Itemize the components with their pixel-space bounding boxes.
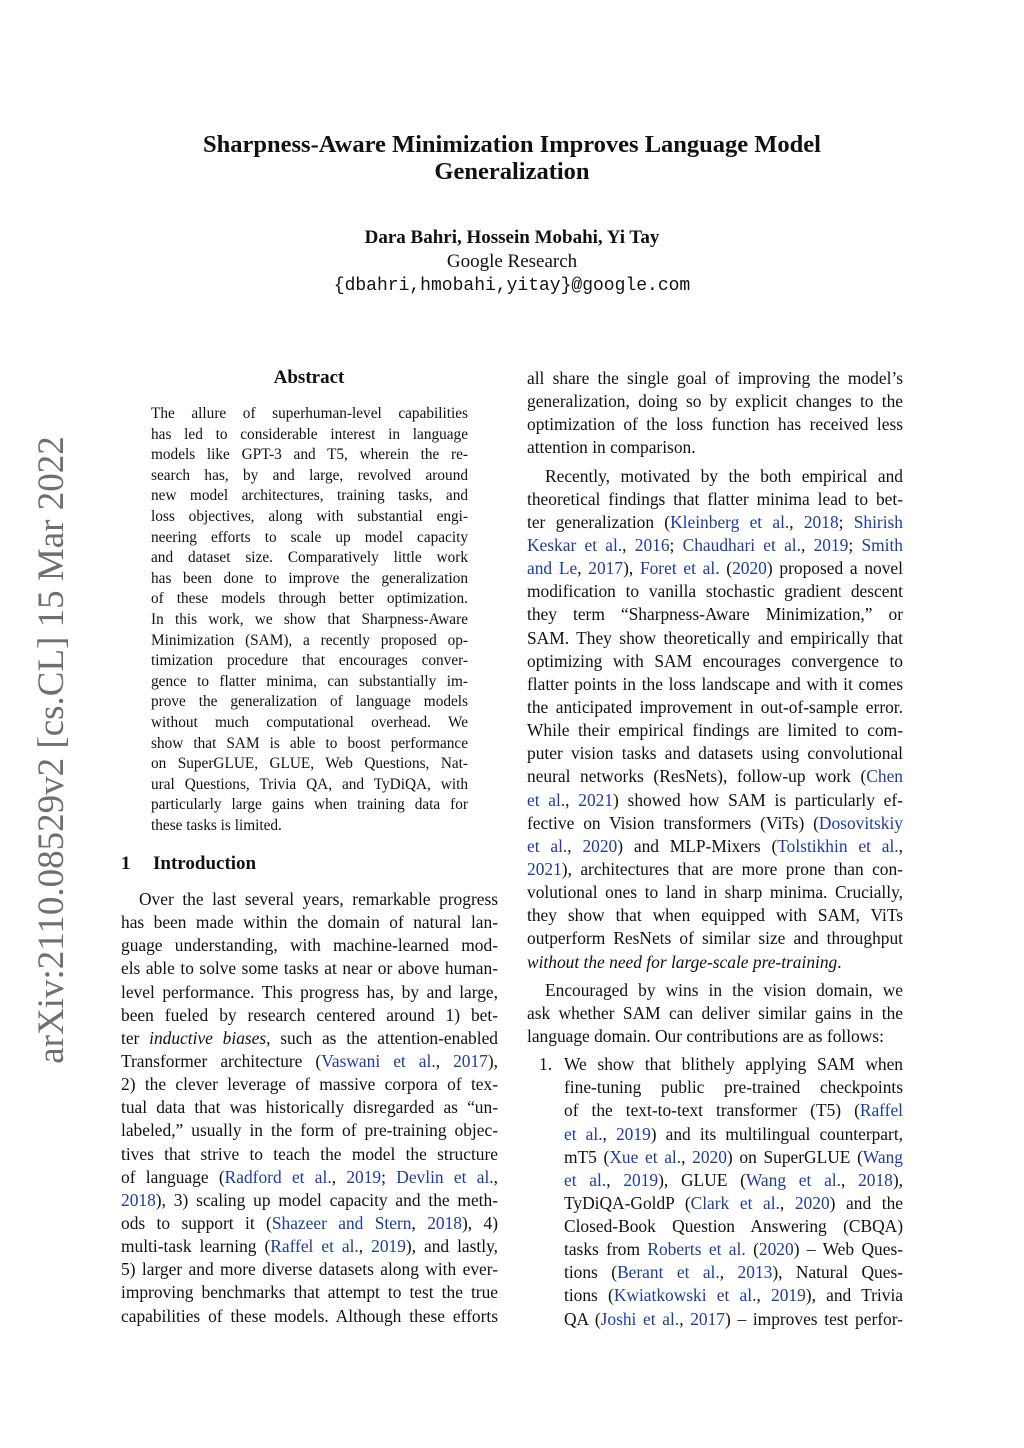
text-run: , [358,1236,372,1257]
text-line [527,557,903,580]
text-run: , [679,1308,691,1329]
text-run: ) and the [829,1192,903,1213]
text-run: 5) larger and more diverse datasets along with ever- [121,1259,498,1280]
text-run: all share the single goal of improving the model’s [527,368,903,388]
text-line [527,1002,903,1025]
text-run: mT5 ( [564,1146,610,1167]
text-line [121,1281,498,1304]
text-line [527,1123,903,1146]
text-run: 2) the clever leverage of massive corpora of tex- [121,1074,498,1095]
text-run: , [840,1169,859,1190]
emphasis-text: without the need for large-scale pre-training [527,951,838,972]
citation-link[interactable]: Shirish [853,511,903,532]
text-line [527,1284,903,1307]
text-line [527,1261,903,1284]
text-line [527,511,903,534]
text-run: ), GLUE ( [658,1169,746,1190]
text-line [527,390,903,413]
text-run: ) showed how SAM is particularly ef- [613,789,903,810]
citation-link[interactable]: et al. [527,789,566,810]
text-line [527,927,903,950]
text-line [121,1027,498,1050]
text-run: ) and its multilingual counterpart, [650,1123,903,1144]
citation-link[interactable]: Smith [861,534,903,555]
abstract-line: particularly large gains when training data for [151,796,468,814]
text-line [121,934,498,957]
text-run: , [756,1285,771,1306]
text-run: TyDiQA-GoldP ( [564,1192,691,1213]
citation-link[interactable]: 2020 [794,1192,830,1213]
citation-link[interactable]: Kleinberg et al. [670,511,790,532]
abstract-line: prove the generalization of language models [151,693,468,711]
title-line: Generalization [434,158,590,185]
text-line [527,979,903,1002]
text-run: labeled,” usually in the form of pre-training objec- [121,1120,498,1141]
text-run: they show that when equipped with SAM, ViTs [527,905,903,926]
text-run: improving benchmarks that attempt to test the true [121,1282,498,1303]
text-line [527,765,903,788]
text-run: language domain. Our contributions are as follows: [527,1025,884,1046]
text-run: ; [381,1166,397,1187]
text-run: ; [848,534,862,555]
text-run: of the text-to-text transformer (T5) ( [564,1100,860,1121]
text-run: ), [487,1050,498,1071]
abstract-line: search has, by and large, revolved around [151,466,468,484]
text-run: , [779,1192,795,1213]
text-run: ) and MLP-Mixers ( [617,835,778,856]
section-title: Introduction [153,853,257,874]
citation-link[interactable]: et al. [564,1169,607,1190]
emphasis-text: inductive biases [149,1027,267,1048]
text-run: , [411,1212,428,1233]
abstract-line: new model architectures, training tasks, and [151,487,468,505]
text-run: modification to vanilla stochastic gradient descent [527,581,903,602]
citation-link[interactable]: 2018 [858,1169,893,1190]
citation-link[interactable]: Raffel [859,1100,903,1121]
text-run: ; [669,534,683,555]
text-run: Recently, motivated by the both empirical and [545,465,903,486]
citation-link[interactable]: 2013 [737,1262,773,1283]
text-run: tual data that was historically disregarded as “un- [121,1097,498,1118]
text-line [121,981,498,1004]
text-run: , [567,835,583,856]
text-run: theoretical findings that flatter minima lead to bet- [527,488,903,509]
citation-link[interactable]: Clark et al. [690,1192,780,1213]
text-run: Transformer architecture ( [121,1050,322,1071]
author-email: {dbahri,hmobahi,yitay}@google.com [333,276,691,296]
text-line [121,1212,498,1235]
text-run: fine-tuning public pre-trained checkpoints [564,1077,903,1098]
text-line [121,1166,498,1189]
text-run: puter vision tasks and datasets using convolutional [527,743,903,764]
citation-link[interactable]: Foret et al. [639,558,720,579]
text-run: Over the last several years, remarkable progress [139,889,498,909]
text-run: been fueled by research centered around 1) bet- [121,1004,498,1025]
author-affiliation: Google Research [446,251,578,272]
citation-link[interactable]: Radford et al. [224,1166,332,1187]
citation-link[interactable]: 2019 [623,1169,659,1190]
citation-link[interactable]: 2021 [578,789,614,810]
text-run: , [800,534,814,555]
citation-link[interactable]: Kwiatkowski et al. [613,1285,757,1306]
text-run: Closed-Book Question Answering (CBQA) [564,1216,903,1237]
citation-link[interactable]: Tolstikhin et al. [777,835,899,856]
text-run: attention in comparison. [527,437,696,458]
abstract-line: timization procedure that encourages conver- [151,652,468,670]
abstract-line: loss objectives, along with substantial engi- [151,507,468,525]
text-line [527,835,903,858]
text-run: , [606,1169,624,1190]
text-line [121,1050,498,1073]
text-run: optimizing with SAM encourages convergence to [527,650,903,671]
text-line [527,1025,903,1048]
citation-link[interactable]: 2018 [427,1212,462,1233]
text-run: flatter points in the loss landscape and with it comes [527,673,903,694]
text-line [527,367,903,390]
text-run: ) – Web Ques- [793,1239,903,1260]
text-run: tions ( [564,1262,618,1283]
text-run: ), Natural Ques- [772,1262,903,1283]
text-line [527,1146,903,1169]
citation-link[interactable]: Xue et al. [609,1146,682,1167]
text-run: ), 3) scaling up model capacity and the meth- [155,1189,498,1210]
text-run: While their empirical findings are limited to com- [527,720,903,741]
abstract-line: these tasks is limited. [151,816,282,834]
text-run: of language ( [121,1166,225,1187]
abstract-line: gence to flatter minima, can substantially im- [151,672,468,690]
text-line [527,1308,903,1331]
text-run: Encouraged by wins in the vision domain, we [545,979,903,1000]
text-run: , [331,1166,347,1187]
text-line [527,858,903,881]
text-run: ; [838,511,854,532]
text-run: QA ( [564,1308,601,1329]
text-line [527,904,903,927]
text-run: ) proposed a novel [766,558,903,579]
citation-link[interactable]: Keskar et al. [527,534,623,555]
text-line [121,1073,498,1096]
citation-link[interactable]: 2018 [121,1189,156,1210]
citation-link[interactable]: Shazeer and Stern [271,1212,412,1233]
citation-link[interactable]: et al. [564,1123,603,1144]
abstract-line: Minimization (SAM), a recently proposed op- [151,631,468,649]
arxiv-identifier: arXiv:2110.08529v2 [cs.CL] 15 Mar 2022 [31,436,72,1064]
paper-title [150,131,874,185]
abstract-line: has led to considerable interest in language [151,425,468,443]
citation-link[interactable]: Chaudhari et al. [682,534,801,555]
citation-link[interactable]: 2020 [582,835,618,856]
text-line [527,603,903,626]
abstract-line: and dataset size. Comparatively little work [151,549,468,567]
text-line [527,465,903,488]
text-run: tasks from [564,1239,648,1260]
citation-link[interactable]: 2019 [813,534,849,555]
text-run: , [493,1166,498,1187]
citation-link[interactable]: 2019 [371,1236,406,1257]
text-run: ) – improves test perfor- [725,1308,903,1329]
abstract-line: models like GPT-3 and T5, wherein the re- [151,446,468,464]
text-run: multi-task learning ( [121,1236,271,1257]
text-run: , [681,1146,693,1167]
text-line [121,1305,498,1328]
abstract-body [151,404,468,836]
text-line [121,1143,498,1166]
citation-link[interactable]: 2017 [588,558,624,579]
section-heading [121,853,501,875]
text-run: ), [892,1169,903,1190]
citation-link[interactable]: 2020 [732,558,767,579]
text-line [527,742,903,765]
text-line [121,888,498,911]
citation-link[interactable]: Joshi et al. [600,1308,680,1329]
text-line [527,1099,903,1122]
text-run: ), [623,558,640,579]
text-line [527,580,903,603]
text-run: ter generalization ( [527,511,671,532]
text-run: outperform ResNets of similar size and throughput [527,928,903,949]
text-run: guage understanding, with machine-learned mod- [121,935,498,956]
abstract-line: The allure of superhuman-level capabilities [151,405,468,422]
text-line [527,413,903,436]
abstract-line: has been done to improve the generalization [151,569,468,587]
text-run: has been made within the domain of natural lan- [121,912,498,933]
text-line [121,957,498,980]
text-line [527,719,903,742]
text-line [527,534,903,557]
citation-link[interactable]: Devlin et al. [396,1166,494,1187]
text-run: ( [719,558,733,579]
text-run: ), 4) [461,1212,498,1233]
text-run: , [577,558,589,579]
text-run: the anticipated improvement in out-of-sample error. [527,696,903,717]
citation-link[interactable]: Chen [866,766,903,787]
citation-link[interactable]: 2021 [527,858,562,879]
text-run: els able to solve some tasks at near or above human- [121,958,498,979]
citation-link[interactable]: 2016 [634,534,670,555]
abstract-heading: Abstract [273,367,345,388]
right-column-body [527,367,903,1331]
text-line [527,436,903,459]
text-run: , [602,1123,616,1144]
text-line [121,1119,498,1142]
text-run: level performance. This progress has, by and large, [121,981,498,1002]
text-line [527,1192,903,1215]
text-line [527,1076,903,1099]
abstract-line: of these models through better optimization. [151,590,468,608]
citation-link[interactable]: 2020 [692,1146,727,1167]
text-run: ods to support it ( [121,1212,272,1233]
text-run: tions ( [564,1285,614,1306]
text-run: ), architectures that are more prone than con- [561,858,903,879]
text-run: , such as the attention-enabled [266,1027,498,1048]
text-line [527,627,903,650]
text-run: , [789,511,804,532]
text-line [121,1189,498,1212]
citation-link[interactable]: 2019 [771,1285,806,1306]
text-line [527,881,903,904]
citation-link[interactable]: Berant et al. [617,1262,720,1283]
text-line [527,488,903,511]
citation-link[interactable]: Dosovitskiy [818,812,903,833]
text-line [121,911,498,934]
citation-link[interactable]: Wang [862,1146,903,1167]
text-line [121,1004,498,1027]
abstract-line: In this work, we show that Sharpness-Aware [151,610,468,628]
list-marker: 1. [539,1054,553,1075]
text-run: fective on Vision transformers (ViTs) ( [527,812,819,833]
author-names: Dara Bahri, Hossein Mobahi, Yi Tay [364,227,660,248]
text-run: ), and Trivia [805,1285,903,1306]
citation-link[interactable]: Roberts et al. [647,1239,746,1260]
text-run: generalization, doing so by explicit changes to the [527,391,903,412]
text-run: , [898,835,903,856]
text-line [527,951,903,974]
citation-link[interactable]: 2020 [758,1239,794,1260]
citation-link[interactable]: 2017 [453,1050,488,1071]
text-line [527,1238,903,1261]
text-run: ter [121,1027,150,1048]
text-line [121,1258,498,1281]
text-run: they term “Sharpness-Aware Minimization,” or [527,604,903,625]
citation-link[interactable]: 2018 [803,511,839,532]
text-run: , [622,534,635,555]
text-line [527,696,903,719]
section-number: 1 [121,853,131,874]
text-run: tives that strive to teach the model the structure [121,1143,498,1164]
text-run: volutional ones to land in sharp minima. Crucially, [527,882,903,903]
citation-link[interactable]: 2017 [690,1308,725,1329]
text-run: SAM. They show theoretically and empirically that [527,627,903,648]
title-line: Sharpness-Aware Minimization Improves Language Model [203,131,821,158]
citation-link[interactable]: Vaswani et al. [321,1050,436,1071]
text-run: , [435,1050,454,1071]
abstract-line: ural Questions, Trivia QA, and TyDiQA, with [151,775,468,793]
text-line [527,812,903,835]
abstract-line: show that SAM is able to boost performance [151,734,468,752]
text-run: ask whether SAM can deliver similar gains in the [527,1002,903,1023]
citation-link[interactable]: Raffel et al. [270,1236,359,1257]
text-run: , [565,789,579,810]
text-line [527,1053,903,1076]
text-run: ), and lastly, [405,1236,498,1257]
text-line [527,650,903,673]
left-column-body [121,888,498,1328]
text-run: ) on SuperGLUE ( [726,1146,863,1167]
text-run: , [719,1262,738,1283]
text-run: We show that blithely applying SAM when [564,1054,903,1075]
text-line [527,673,903,696]
text-line [121,1096,498,1119]
text-run: optimization of the loss function has received less [527,414,903,435]
text-line [527,1169,903,1192]
text-run: neural networks (ResNets), follow-up work ( [527,766,867,787]
text-line [527,1215,903,1238]
abstract-line: without much computational overhead. We [151,713,468,731]
citation-link[interactable]: et al. [527,835,568,856]
text-run: . [837,951,842,972]
abstract-line: on SuperGLUE, GLUE, Web Questions, Nat- [151,755,468,773]
citation-link[interactable]: and Le [527,558,578,579]
text-line [527,789,903,812]
citation-link[interactable]: 2019 [615,1123,651,1144]
text-run: capabilities of these models. Although these efforts [121,1305,498,1326]
abstract-line: neering efforts to scale up model capacity [151,528,468,546]
text-run: ( [745,1239,759,1260]
citation-link[interactable]: Wang et al. [745,1169,841,1190]
citation-link[interactable]: 2019 [346,1166,382,1187]
text-line [121,1235,498,1258]
